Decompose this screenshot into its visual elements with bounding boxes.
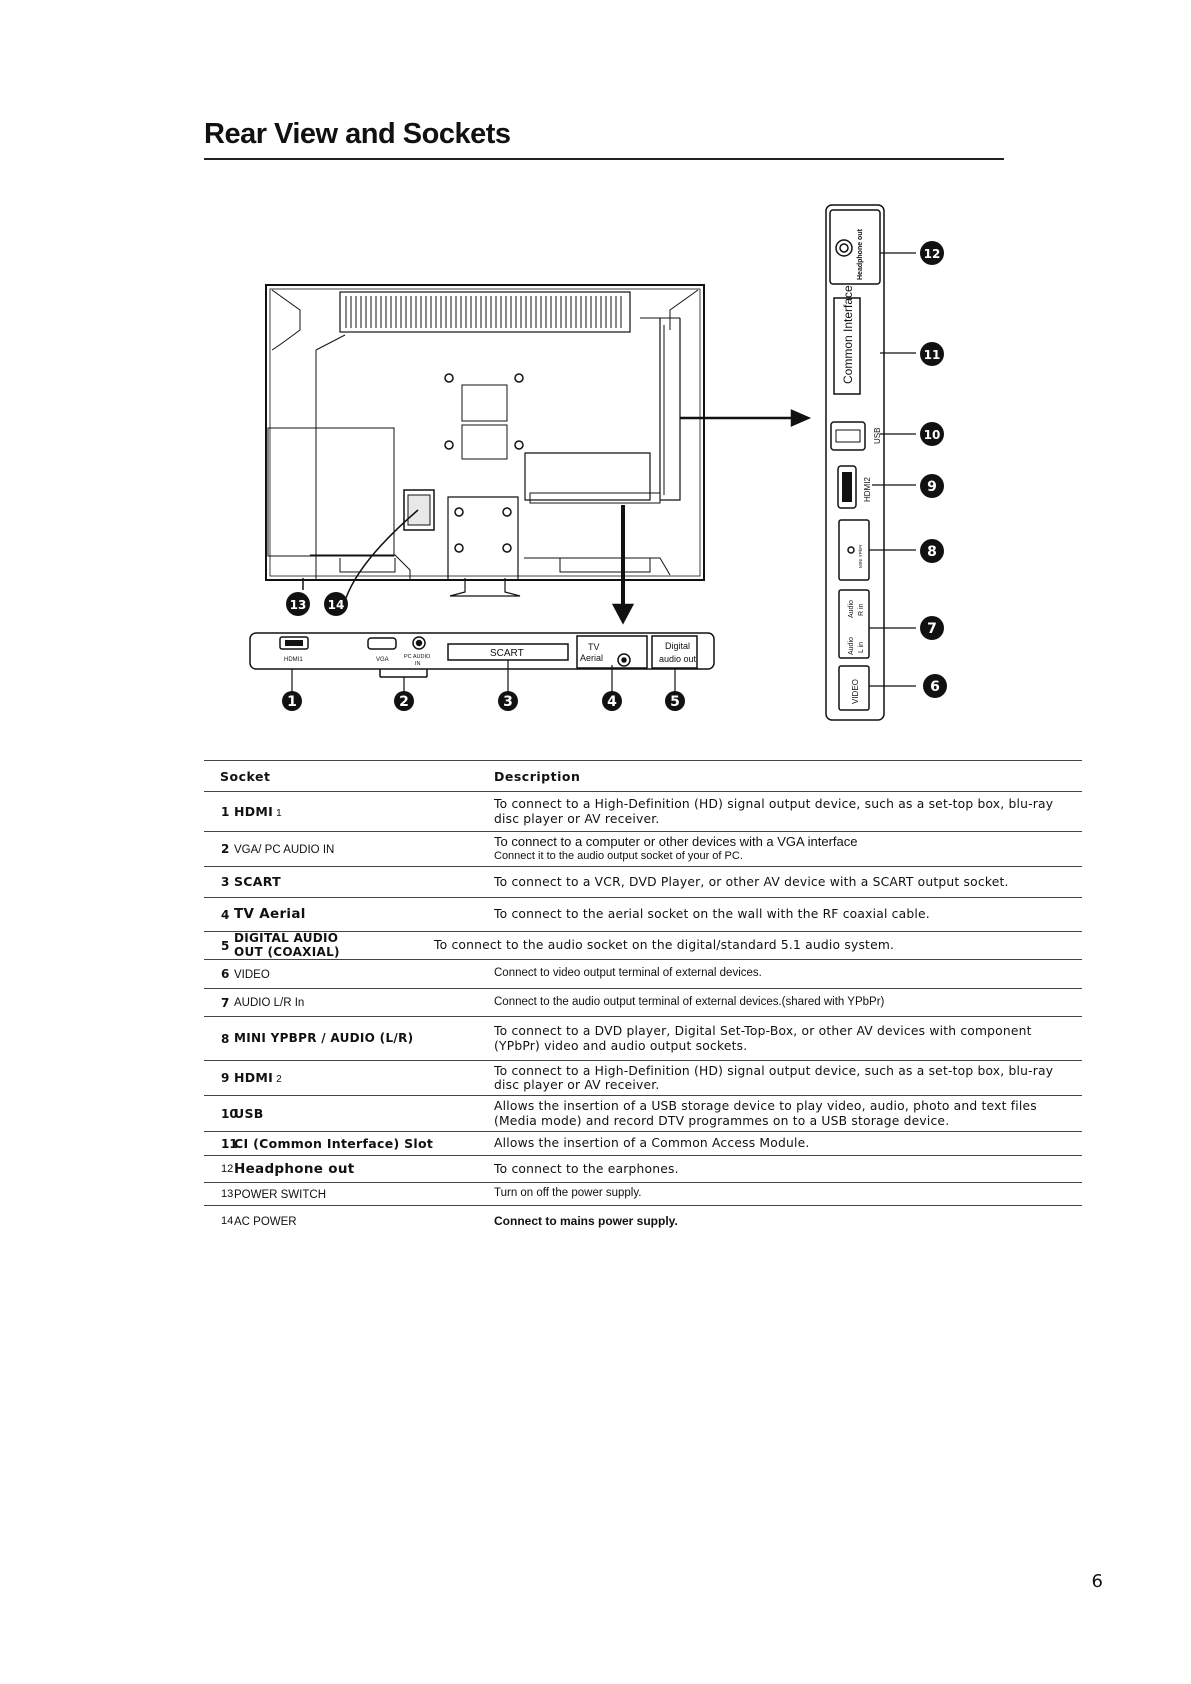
socket-number: 7 [221, 995, 230, 1010]
socket-name: SCART [234, 874, 281, 890]
svg-text:1: 1 [287, 694, 297, 710]
table-row [204, 867, 1082, 898]
socket-name: HDMI 2 [234, 1070, 283, 1085]
callout-2 [394, 691, 414, 711]
callout-8 [920, 539, 944, 563]
header-description: Description [494, 768, 581, 784]
socket-number: 1 [221, 804, 230, 819]
label-digital: Digital [665, 641, 691, 651]
callout-4 [602, 691, 622, 711]
svg-text:14: 14 [327, 598, 345, 612]
table-row [204, 832, 1082, 867]
svg-text:12: 12 [923, 247, 941, 261]
callout-5 [665, 691, 685, 711]
socket-description: Allows the insertion of a USB storage device to play video, audio, photo and text files (Media mode) and record DTV programmes on to a USB storage device. [494, 1099, 1037, 1128]
socket-name: HDMI 1 [234, 803, 283, 819]
table-header [204, 760, 1082, 792]
svg-text:11: 11 [923, 348, 941, 362]
socket-number: 3 [221, 875, 230, 889]
socket-number: 5 [221, 938, 230, 953]
socket-number: 12 [221, 1163, 234, 1175]
table-row [204, 792, 1082, 832]
svg-text:10: 10 [923, 428, 941, 442]
socket-name: VGA/ PC AUDIO IN [234, 843, 335, 856]
socket-number: 14 [221, 1215, 234, 1227]
socket-name: DIGITAL AUDIO OUT (COAXIAL) [234, 931, 340, 959]
label-mini-ypbpr: MINI YPbPr [858, 544, 863, 568]
label-usb: USB [873, 427, 882, 444]
svg-text:13: 13 [289, 598, 307, 612]
socket-number: 11 [221, 1136, 238, 1151]
label-headphone-out: Headphone out [857, 229, 864, 280]
label-video: VIDEO [851, 679, 860, 704]
table-row [204, 1017, 1082, 1061]
socket-name: TV Aerial [234, 906, 306, 923]
socket-number: 10 [221, 1106, 238, 1121]
svg-text:6: 6 [930, 679, 940, 695]
svg-text:9: 9 [927, 479, 937, 495]
socket-name: POWER SWITCH [234, 1188, 326, 1201]
callout-1 [282, 691, 302, 711]
socket-description: Connect to mains power supply. [494, 1213, 678, 1228]
table-row [204, 1096, 1082, 1132]
socket-name: CI (Common Interface) Slot [234, 1135, 434, 1151]
label-pc-audio-in: IN [415, 661, 421, 667]
page-number: 6 [1091, 1571, 1103, 1592]
socket-description: To connect to a High-Definition (HD) signal output device, such as a set-top box, blu-ray disc player or AV receiver. [494, 797, 1054, 826]
svg-text:7: 7 [927, 621, 937, 637]
svg-text:2: 2 [399, 694, 409, 710]
table-row [204, 989, 1082, 1017]
svg-text:8: 8 [927, 544, 937, 560]
label-audio-r: Audio [848, 600, 855, 618]
table-row [204, 960, 1082, 989]
table-row [204, 1206, 1082, 1236]
bottom-panel-labels [284, 641, 697, 667]
bottom-socket-panel [250, 633, 714, 677]
socket-description: To connect to the earphones. [494, 1161, 679, 1176]
socket-number: 13 [221, 1188, 234, 1200]
label-audio-r-in: R in [858, 603, 865, 616]
table-row [204, 1183, 1082, 1206]
callout-3 [498, 691, 518, 711]
socket-number: 6 [221, 967, 230, 981]
power-leader-lines [303, 510, 418, 598]
label-audio-l: Audio [848, 637, 855, 655]
socket-description: Allows the insertion of a Common Access Module. [494, 1136, 810, 1151]
socket-name: Headphone out [234, 1160, 355, 1177]
table-row [204, 898, 1082, 932]
label-common-interface: Common Interface [841, 285, 855, 384]
callout-6 [923, 674, 947, 698]
socket-name: USB [234, 1105, 264, 1121]
socket-description: Connect to the audio output terminal of external devices.(shared with YPbPr) [494, 995, 885, 1008]
rear-view-diagram [0, 0, 1191, 760]
side-socket-panel [826, 205, 884, 720]
socket-number: 9 [221, 1071, 230, 1085]
label-audio-l-in: L in [858, 641, 865, 653]
socket-description: To connect to the audio socket on the digital/standard 5.1 audio system. [434, 938, 895, 953]
socket-description: To connect to a High-Definition (HD) signal output device, such as a set-top box, blu-ray disc player or AV receiver. [494, 1063, 1054, 1092]
socket-number: 8 [221, 1031, 230, 1046]
socket-description: To connect to a computer or other devices with a VGA interface Connect it to the audio output socket of your of PC. [494, 834, 858, 863]
table-row [204, 1061, 1082, 1096]
socket-name: AC POWER [234, 1215, 297, 1228]
label-tv: TV [588, 642, 600, 652]
socket-table [204, 760, 1082, 1236]
zoom-arrows [614, 411, 808, 622]
svg-text:5: 5 [670, 694, 680, 710]
callout-7 [920, 616, 944, 640]
socket-number: 4 [221, 907, 230, 922]
label-audio-out: audio out [659, 654, 697, 664]
label-hdmi2: HDMI2 [863, 477, 872, 502]
label-hdmi1: HDMI1 [284, 657, 303, 663]
label-pc-audio: PC AUDIO [404, 654, 431, 660]
callout-9 [920, 474, 944, 498]
callout-11 [920, 342, 944, 366]
callout-12 [920, 241, 944, 265]
page-title: Rear View and Sockets [204, 118, 511, 150]
header-socket: Socket [220, 768, 271, 784]
label-aerial: Aerial [580, 653, 604, 663]
svg-text:3: 3 [503, 694, 513, 710]
socket-description: To connect to a DVD player, Digital Set-Top-Box, or other AV devices with component (YPbPr) video and audio output sockets. [494, 1024, 1032, 1053]
socket-name: AUDIO L/R In [234, 997, 305, 1010]
callout-13 [286, 592, 310, 616]
socket-description: Turn on off the power supply. [494, 1187, 642, 1200]
socket-name: MINI YPBPR / AUDIO (L/R) [234, 1030, 414, 1045]
socket-description: To connect to a VCR, DVD Player, or other AV device with a SCART output socket. [494, 874, 1009, 889]
socket-description: Connect to video output terminal of external devices. [494, 967, 762, 980]
socket-description: To connect to the aerial socket on the wall with the RF coaxial cable. [494, 907, 930, 922]
table-row [204, 1132, 1082, 1156]
table-row [204, 932, 1082, 960]
table-row [204, 1156, 1082, 1183]
svg-text:4: 4 [607, 694, 617, 710]
socket-number: 2 [221, 842, 230, 856]
label-scart: SCART [490, 648, 524, 659]
label-vga: VGA [376, 657, 389, 663]
callout-14 [324, 592, 348, 616]
socket-name: VIDEO [234, 968, 270, 981]
callout-10 [920, 422, 944, 446]
tv-rear-illustration [266, 285, 704, 596]
